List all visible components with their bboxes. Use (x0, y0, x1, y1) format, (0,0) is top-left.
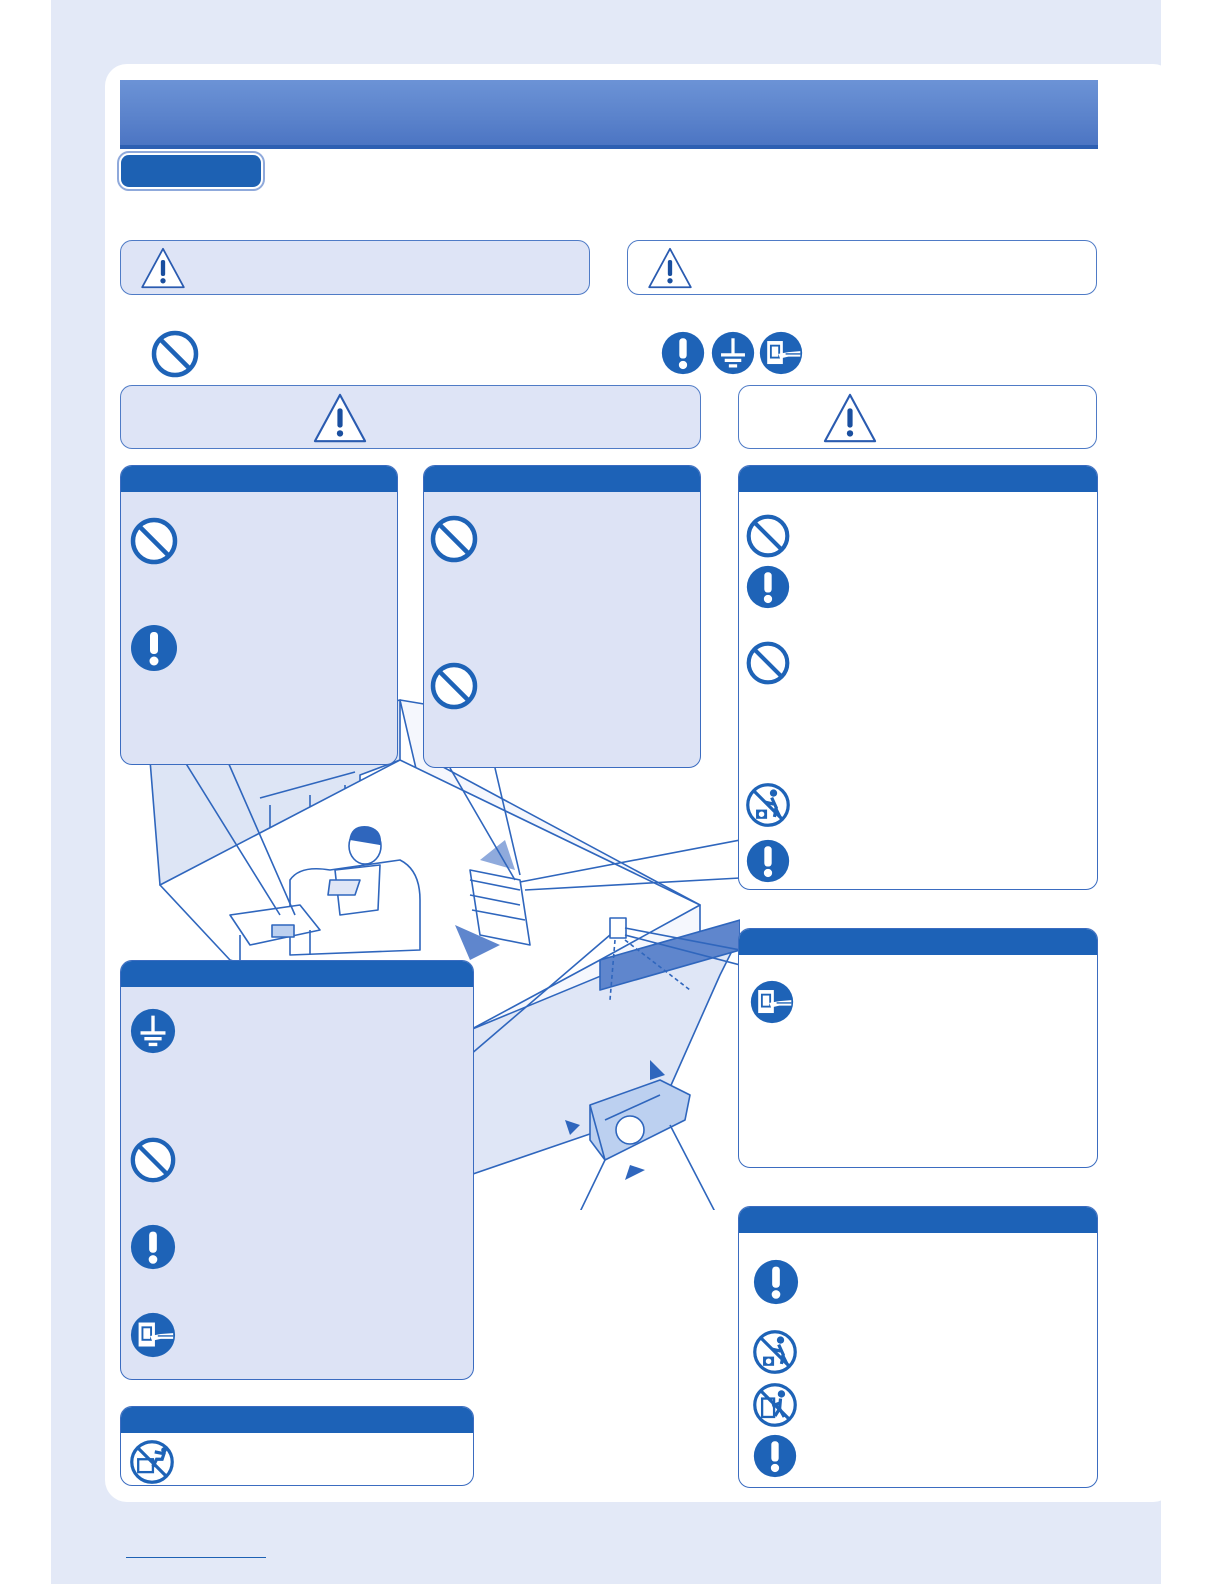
mandatory-exclamation-icon (745, 838, 791, 884)
panel-header (739, 929, 1097, 955)
panel-remote-control (120, 465, 398, 765)
panel-header (121, 1407, 473, 1433)
caution-triangle-icon (646, 245, 694, 291)
prohibition-icon (429, 514, 479, 564)
mandatory-exclamation-icon (129, 623, 179, 673)
page-title-bar (120, 80, 1098, 149)
warning-triangle-icon (139, 245, 187, 291)
caution-header (738, 385, 1097, 449)
unplug-icon (749, 979, 795, 1025)
no-touch-icon (752, 1329, 798, 1375)
panel-header (739, 466, 1097, 492)
panel-outdoor-bottom (120, 1406, 474, 1486)
mandatory-exclamation-icon (752, 1258, 800, 1306)
prohibition-icon (745, 640, 791, 686)
panel-header (739, 1207, 1097, 1233)
no-climb-icon (752, 1382, 798, 1428)
no-touch-icon (745, 782, 791, 828)
legend-ground-icon (710, 330, 756, 376)
earth-ground-icon (129, 1007, 177, 1055)
caution-header-triangle-icon (821, 391, 879, 445)
warning-header (120, 385, 701, 449)
panel-outdoor-unit (738, 1206, 1098, 1488)
prohibition-icon (129, 1136, 177, 1184)
panel-power-supply (120, 960, 474, 1380)
panel-header (424, 466, 700, 492)
panel-indoor-unit-right (738, 465, 1098, 890)
prohibition-icon (429, 661, 479, 711)
prohibition-icon (745, 513, 791, 559)
mandatory-exclamation-icon (752, 1433, 798, 1479)
legend-unplug-icon (758, 330, 804, 376)
prohibition-icon (129, 516, 179, 566)
warning-level-note (120, 240, 590, 295)
panel-header (121, 466, 397, 492)
footer-rule (126, 1557, 266, 1558)
legend-exclamation-icon (660, 330, 706, 376)
mandatory-exclamation-icon (745, 564, 791, 610)
caution-level-note (627, 240, 1097, 295)
mandatory-exclamation-icon (129, 1223, 177, 1271)
no-hand-icon (129, 1439, 175, 1485)
panel-header (121, 961, 473, 987)
warning-header-triangle-icon (311, 391, 369, 445)
panel-indoor-unit (423, 465, 701, 768)
unplug-icon (129, 1311, 177, 1359)
legend-prohibition-icon (150, 329, 200, 379)
panel-switch (738, 928, 1098, 1168)
section-tag (121, 155, 261, 187)
